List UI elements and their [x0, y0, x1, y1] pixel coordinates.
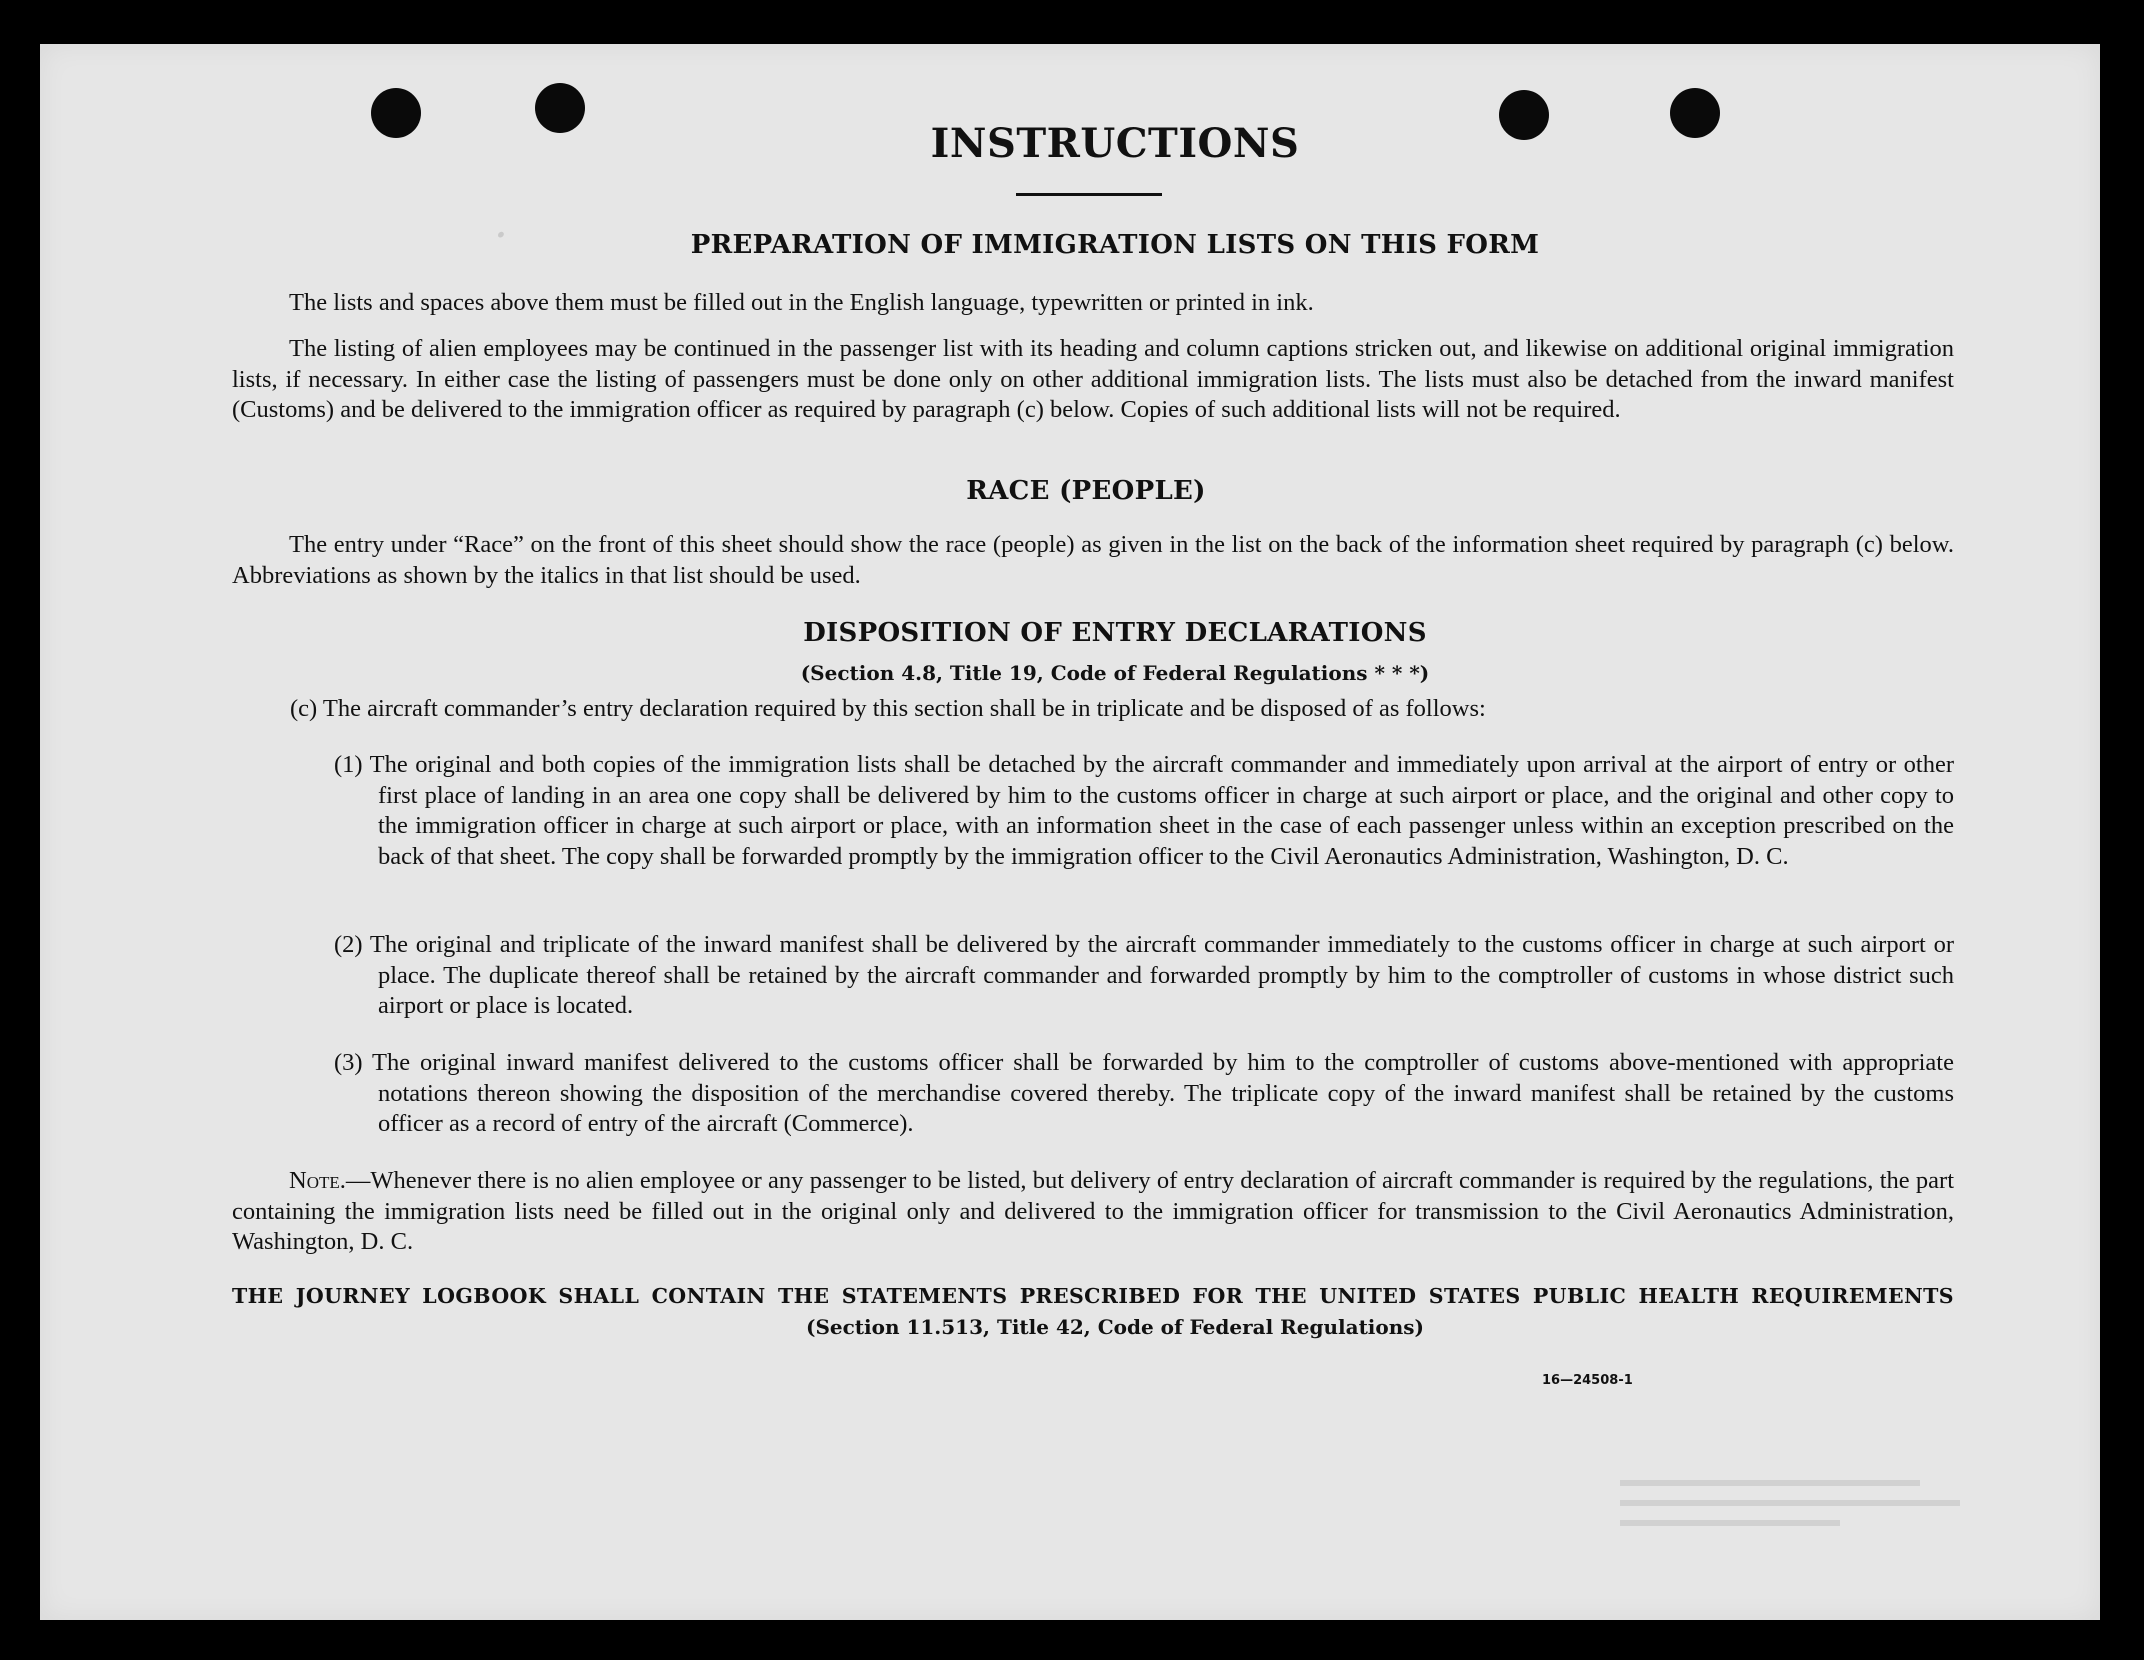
paragraph-c-intro: (c) The aircraft commander’s entry declaration required by this section shall be in triplicate and be disposed of as follows:: [290, 695, 1486, 722]
section-heading-race: RACE (PEOPLE): [966, 476, 1206, 506]
note-paragraph: [232, 1166, 1954, 1258]
citation-title-19: (Section 4.8, Title 19, Code of Federal Regulations * * *): [800, 661, 1430, 685]
section-heading-preparation: PREPARATION OF IMMIGRATION LISTS ON THIS FORM: [690, 230, 1540, 260]
public-health-statement: THE JOURNEY LOGBOOK SHALL CONTAIN THE STATEMENTS PRESCRIBED FOR THE UNITED STATES PUBLIC HEALTH REQUIREMENTS: [232, 1284, 1954, 1308]
bleed-through-mark: [1620, 1474, 2000, 1538]
paragraph-alien-employees: The listing of alien employees may be continued in the passenger list with its heading and column captions stricken out, and likewise on additional original immigration lists, if necessary. In either case the listing of passengers must be done only on other additional immigration lists. The lists must also be detached from the inward manifest (Customs) and be delivered to the immigration officer as required by paragraph (c) below. Copies of such additional lists will not be required.: [232, 335, 1954, 423]
form-number: 16—24508-1: [1542, 1373, 1633, 1388]
pencil-mark: ·: [494, 210, 508, 261]
document-sheet: [40, 44, 2100, 1620]
list-item: (3) The original inward manifest delivered to the customs officer shall be forwarded by him to the comptroller of customs above-mentioned with appropriate notations thereon showing the disposition of the merchandise covered thereby. The triplicate copy of the inward manifest shall be retained by the customs officer as a record of entry of the aircraft (Commerce).: [334, 1049, 1954, 1137]
citation-title-42: (Section 11.513, Title 42, Code of Federal Regulations): [805, 1315, 1425, 1339]
paragraph-language: The lists and spaces above them must be filled out in the English language, typewritten or printed in ink.: [289, 289, 1314, 316]
note-text: —Whenever there is no alien employee or any passenger to be listed, but delivery of entry declaration of aircraft commander is required by the regulations, the part containing the immigration lists need be filled out in the original only and delivered to the immigration officer for transmission to the Civil Aeronautics Administration, Washington, D. C.: [232, 1167, 1954, 1255]
section-heading-disposition: DISPOSITION OF ENTRY DECLARATIONS: [803, 618, 1427, 648]
paragraph-race: The entry under “Race” on the front of this sheet should show the race (people) as given in the list on the back of the information sheet required by paragraph (c) below. Abbreviations as shown by the italics in that list should be used.: [232, 531, 1954, 589]
list-item: (1) The original and both copies of the immigration lists shall be detached by the aircraft commander and immediately upon arrival at the airport of entry or other first place of landing in an area one copy shall be delivered by him to the customs officer in charge at such airport or place, and the original and other copy to the immigration officer in charge at such airport or place, with an information sheet in the case of each passenger unless within an exception prescribed on the back of that sheet. The copy shall be forwarded promptly by the immigration officer to the Civil Aeronautics Administration, Washington, D. C.: [334, 751, 1954, 870]
list-item: (2) The original and triplicate of the inward manifest shall be delivered by the aircraft commander immediately to the customs officer in charge at such airport or place. The duplicate thereof shall be retained by the aircraft commander and forwarded promptly by him to the comptroller of customs in whose district such airport or place is located.: [334, 931, 1954, 1019]
note-label: Note.: [289, 1167, 346, 1194]
page-title: INSTRUCTIONS: [930, 120, 1300, 167]
title-underline: [1016, 193, 1162, 196]
